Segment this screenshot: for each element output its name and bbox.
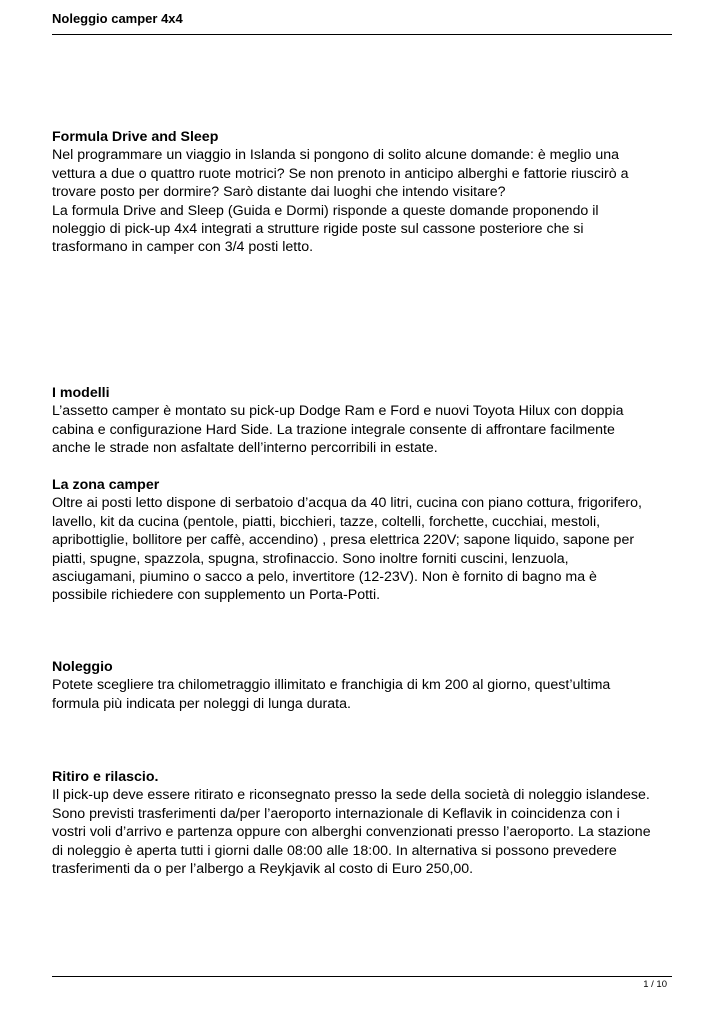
section-formula-drive-and-sleep <box>52 128 677 257</box>
paragraph-line: apribottiglie, bollitore per caffè, accendino) , presa elettrica 220V; sapone liquido, sapone per <box>52 532 635 549</box>
section-heading: La zona camper <box>52 477 160 493</box>
paragraph-line: noleggio di pick-up 4x4 integrati a strutture rigide poste sul cassone posteriore che si <box>52 221 584 238</box>
paragraph-line: trasformano in camper con 3/4 posti letto. <box>52 239 314 256</box>
section-heading: Formula Drive and Sleep <box>52 129 219 145</box>
paragraph-line: cabina e configurazione Hard Side. La trazione integrale consente di affrontare facilmente <box>52 421 615 438</box>
paragraph-line: anche le strade non asfaltate dell’interno percorribili in estate. <box>52 440 438 457</box>
section-heading: Noleggio <box>52 659 113 675</box>
paragraph-line: vostri voli d’arrivo e partenza oppure con alberghi convenzionati presso l’aeroporto. La stazione <box>52 824 651 841</box>
section-ritiro-e-rilascio <box>52 768 677 878</box>
paragraph-line: trasferimenti da o per l’albergo a Reykjavik al costo di Euro 250,00. <box>52 861 474 878</box>
paragraph-line: piatti, spugne, spazzola, spugna, strofinaccio. Sono inoltre forniti cuscini, lenzuola, <box>52 550 569 567</box>
paragraph-line: Nel programmare un viaggio in Islanda si pongono di solito alcune domande: è meglio una <box>52 147 620 164</box>
footer-divider <box>52 976 672 977</box>
paragraph-line: vettura a due o quattro ruote motrici? Se non prenoto in anticipo alberghi e fattorie riuscirò a <box>52 165 629 182</box>
paragraph-line: Sono previsti trasferimenti da/per l’aeroporto internazionale di Keflavik in coincidenza con i <box>52 805 620 822</box>
paragraph-line: Oltre ai posti letto dispone di serbatoio d’acqua da 40 litri, cucina con piano cottura, frigorifero, <box>52 495 642 512</box>
paragraph-line: formula più indicata per noleggi di lunga durata. <box>52 695 351 712</box>
page-number: 1 / 10 <box>643 979 667 990</box>
section-la-zona-camper <box>52 476 677 605</box>
document-title: Noleggio camper 4x4 <box>52 11 183 26</box>
paragraph-line: asciugamani, piumino o sacco a pelo, invertitore (12-23V). Non è fornito di bagno ma è <box>52 569 597 586</box>
section-heading: I modelli <box>52 385 110 401</box>
paragraph-line: La formula Drive and Sleep (Guida e Dormi) risponde a queste domande proponendo il <box>52 202 599 219</box>
section-noleggio <box>52 658 677 713</box>
paragraph-line: possibile richiedere con supplemento un Porta-Potti. <box>52 587 381 604</box>
paragraph-line: L’assetto camper è montato su pick-up Dodge Ram e Ford e nuovi Toyota Hilux con doppia <box>52 403 624 420</box>
paragraph-line: Il pick-up deve essere ritirato e riconsegnato presso la sede della società di noleggio islandese. <box>52 787 650 804</box>
paragraph-line: Potete scegliere tra chilometraggio illimitato e franchigia di km 200 al giorno, quest’ultima <box>52 677 611 694</box>
section-i-modelli <box>52 384 677 458</box>
section-heading: Ritiro e rilascio. <box>52 769 159 785</box>
paragraph-line: di noleggio è aperta tutti i giorni dalle 08:00 alle 18:00. In alternativa si possono prevedere <box>52 842 617 859</box>
header-divider <box>52 34 672 35</box>
paragraph-line: lavello, kit da cucina (pentole, piatti, bicchieri, tazze, coltelli, forchette, cucchiai, mestoli, <box>52 513 601 530</box>
paragraph-line: trovare posto per dormire? Sarò distante dai luoghi che intendo visitare? <box>52 184 506 201</box>
